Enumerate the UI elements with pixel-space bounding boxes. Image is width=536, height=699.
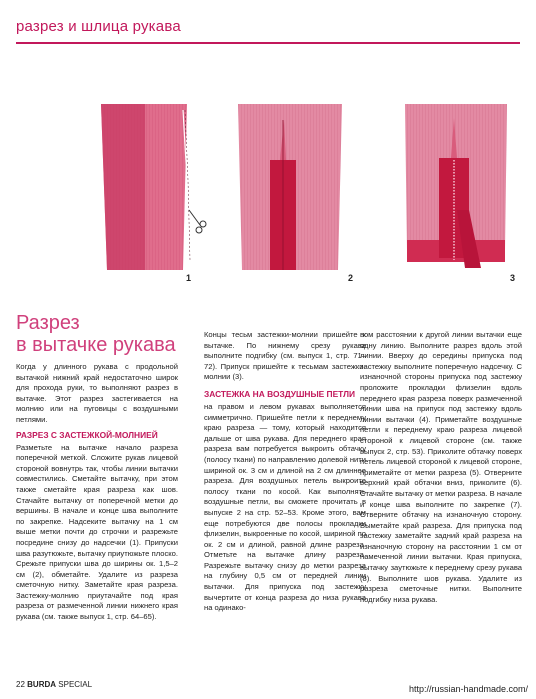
figure-3-number: 3 — [510, 273, 516, 283]
figure-1-number: 1 — [186, 273, 192, 283]
text-column-1 — [16, 362, 178, 623]
title-line-1: Разрез — [16, 312, 80, 334]
figure-1-illustration — [95, 90, 210, 280]
section-2-body: на правом и левом рукавах выполняется симметрично. Пришейте петли к переднему краю разреза — тому, который находится дальше от шва рукава. Для переднего края разреза вам потребуется выкроить обтачку (полосу ткани) по направлению долевой нити шириной ок. 3 см и длиной на 2 см длиннее разреза. Для воздушных петель выкроите полосу ткани по косой. Как выполнять воздушные петли, вы сможете прочитать в выпуске 2 на стр. 52–53. Кроме этого, вам еще потребуются две полосы прокладки флизелин, выкроенные по косой, шириной по ок. 2 см и длиной, равной длине разреза. Отметьте на вытачке длину разреза. Разрежьте вытачку снизу до метки разреза на глубину 0,5 см от передней линии вытачки. Для припуска под застежку вычертите от конца разреза до низа рукава на одинако- — [204, 401, 366, 613]
column-3-paragraph: вом расстоянии к другой линии вытачки еще одну линию. Выполните разрез вдоль этой линии. Вверху до середины припуска под застежку выполните поперечную надсечку. С изнаночной стороны припуска под застежку проложите прокладки флизелин вдоль переднего края разреза поверх размеченной линии шва на припуск под застежку вдоль линии вытачки (4). Приметайте воздушные петли к переднему краю разреза лицевой стороной к лицевой стороне (см. также выпуск 2, стр. 53). Приколите обтачку поверх петель лицевой стороной к лицевой стороне, приметайте от метки разреза (5). Отверните верхний край обтачки вниз, приколите (6). Стачайте вытачку от метки разреза. В начале и конце шва выполните по закрепке (7). Отверните обтачку на изнаночную сторону. Выметайте край разреза. Для припуска под застежку заметайте задний край разреза на изнаночную сторону на расстоянии 1 см от намеченной линии вытачки. Края припуска, вытачку заутюжьте к переднему срезу рукава (8). Выполните шов рукава. Удалите из разреза сметочные нитки. Выполните подгибку низа рукава. — [360, 330, 522, 604]
watermark-url: http://russian-handmade.com/ — [408, 684, 528, 694]
header-rule — [16, 42, 520, 44]
section-1-heading: РАЗРЕЗ С ЗАСТЕЖКОЙ-МОЛНИЕЙ — [16, 429, 158, 440]
column-2-top-paragraph: Концы тесьм застежки-молнии пришейте к вытачке. По нижнему срезу рукава выполните подгибку (см. выпуск 1, стр. 71–72). Припуск пришейте к тесьмам застежки-молнии (3). — [204, 330, 366, 382]
brand-special: SPECIAL — [58, 680, 93, 689]
section-header: разрез и шлица рукава — [16, 18, 181, 35]
text-column-3 — [360, 330, 522, 605]
title-line-2: в вытачке рукава — [16, 334, 176, 356]
illustrations — [0, 90, 536, 290]
text-column-2 — [204, 330, 366, 614]
figure-2-number: 2 — [348, 273, 354, 283]
section-1-body: Разметьте на вытачке начало разреза поперечной меткой. Сложите рукав лицевой стороной вовнутрь так, чтобы линии вытачки совместились. Сметайте вытачку, при этом также сметайте края разреза как шов. Стачайте вытачку от поперечной метки до вершины. В начале и конце шва выполните по закрепке. Надсеките вытачку на 1 см выше метки почти до строчки и разрежьте посредине снизу до надсечки (1). Припуски шва разутюжьте, вытачку приутюжьте плоско. Срежьте припуски шва до ширины ок. 1,5–2 см (2), обметайте. Удалите из разреза сметочную нитку. Заметайте края разреза. Застежку-молнию приутачайте под края разреза от размеченной линии нижнего края рукава (см. также выпуск 1, стр. 64–65). — [16, 442, 178, 622]
page-number: 22 — [16, 680, 25, 689]
intro-paragraph: Когда у длинного рукава с продольной вытачкой нижний край недостаточно широк для прохода руки, то выполняют разрез в вытачке. Этот разрез застегивается на молнию или на пуговицы с воздушными петлями. — [16, 362, 178, 424]
page-footer — [16, 680, 92, 689]
section-2-heading: ЗАСТЕЖКА НА ВОЗДУШНЫЕ ПЕТЛИ — [204, 388, 355, 399]
brand-name: BURDA — [27, 680, 57, 689]
article-title — [16, 312, 216, 356]
figure-2-illustration — [232, 90, 352, 280]
figure-3-illustration — [395, 90, 520, 280]
